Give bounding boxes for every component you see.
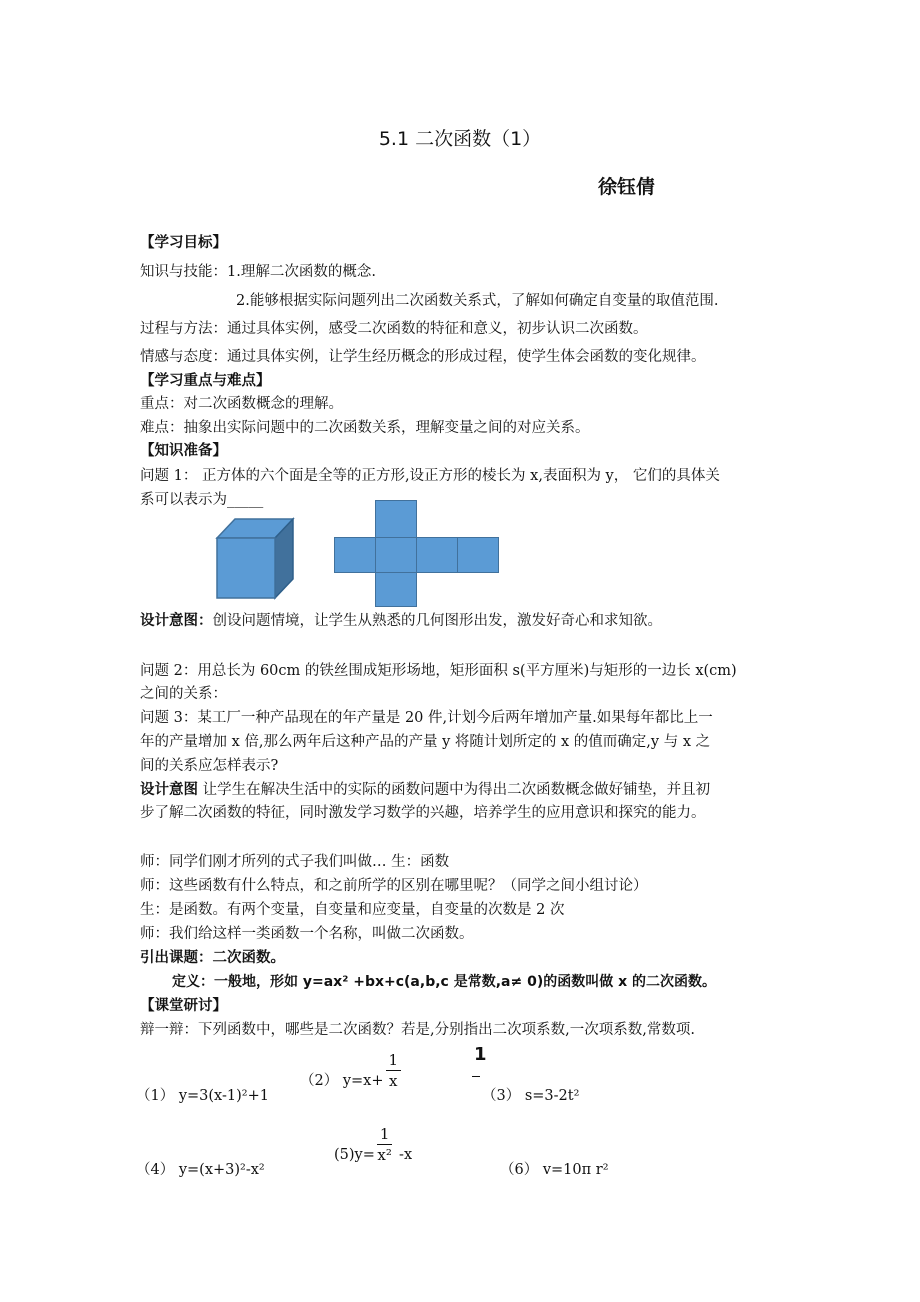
- stray-numerator: 1: [474, 1044, 487, 1065]
- fraction-numerator: 1: [386, 1050, 402, 1071]
- formula-5-row: [334, 1124, 412, 1165]
- question-3: 问题 3：某工厂一种产品现在的年产量是 20 件,计划今后两年增加产量.如果每年都比上一: [140, 710, 713, 726]
- question-1: 问题 1： 正方体的六个面是全等的正方形,设正方形的棱长为 x,表面积为 y， 它们的具体关: [140, 468, 720, 484]
- discussion-prompt: 辩一辩：下列函数中，哪些是二次函数？若是,分别指出二次项系数,一次项系数,常数项.: [140, 1022, 695, 1038]
- focus-difficulty: 难点：抽象出实际问题中的二次函数关系，理解变量之间的对应关系。: [140, 420, 590, 436]
- text: 让学生在解决生活中的实际的函数问题中为得出二次函数概念做好铺垫，并且初: [198, 782, 711, 798]
- section-heading-class: 【课堂研讨】: [140, 998, 227, 1014]
- goal-k1: 1.理解二次函数的概念.: [227, 264, 376, 280]
- question-1-cont: 系可以表示为_____: [140, 492, 264, 508]
- design-intent-2-cont: 步了解二次函数的特征，同时激发学习数学的兴趣，培养学生的应用意识和探究的能力。: [140, 805, 706, 821]
- section-heading-focus: 【学习重点与难点】: [140, 373, 271, 389]
- dialog-line: 师：我们给这样一类函数一个名称，叫做二次函数。: [140, 926, 474, 942]
- fraction-denominator: x: [389, 1072, 398, 1090]
- stray-fraction-bar: [472, 1076, 480, 1077]
- net-square: [457, 537, 499, 573]
- question-2: 问题 2：用总长为 60cm 的铁丝围成矩形场地，矩形面积 s(平方厘米)与矩形的一边长 x(cm): [140, 663, 737, 679]
- label: 知识与技能：: [140, 264, 227, 280]
- goal-k2: 2.能够根据实际问题列出二次函数关系式，了解如何确定自变量的取值范围.: [236, 293, 719, 309]
- goal-emotion: 情感与态度：通过具体实例，让学生经历概念的形成过程，使学生体会函数的变化规律。: [140, 349, 706, 365]
- design-intent-1: [140, 611, 662, 631]
- dialog-line: 师：这些函数有什么特点，和之前所学的区别在哪里呢？（同学之间小组讨论）: [140, 878, 648, 894]
- label: 设计意图：: [140, 613, 213, 629]
- net-square: [416, 537, 458, 573]
- section-heading-prep: 【知识准备】: [140, 443, 227, 459]
- formula-4: （4） y=(x+3)²-x²: [136, 1162, 265, 1178]
- fraction-1-over-x: [386, 1050, 402, 1091]
- doc-title: 5.1 二次函数（1）: [378, 128, 542, 150]
- formula-5-rest: -x: [394, 1147, 413, 1163]
- cube-icon: [214, 516, 298, 600]
- net-square: [334, 537, 376, 573]
- formula-2: （2） y=x+: [300, 1073, 384, 1089]
- text: 创设问题情境，让学生从熟悉的几何图形出发，激发好奇心和求知欲。: [212, 613, 662, 629]
- formula-6: （6） v=10π r²: [500, 1162, 609, 1178]
- definition: 定义：一般地，形如 y=ax² +bx+c(a,b,c 是常数,a≠ 0)的函数叫做 x 的二次函数。: [172, 974, 716, 990]
- formula-1: （1） y=3(x-1)²+1: [136, 1088, 269, 1104]
- net-square: [375, 572, 417, 607]
- net-square: [375, 537, 417, 573]
- formula-2-row: [300, 1050, 403, 1091]
- focus-key: 重点：对二次函数概念的理解。: [140, 396, 343, 412]
- goal-knowledge: [140, 262, 376, 282]
- net-square: [375, 500, 417, 538]
- author: 徐钰倩: [598, 176, 656, 198]
- goal-process: 过程与方法：通过具体实例，感受二次函数的特征和意义，初步认识二次函数。: [140, 321, 648, 337]
- fraction-denominator: x²: [377, 1146, 392, 1164]
- section-heading-goals: 【学习目标】: [140, 235, 227, 251]
- question-2-cont: 之间的关系：: [140, 686, 227, 702]
- question-3-cont2: 间的关系应怎样表示?: [140, 758, 279, 774]
- fraction-1-over-x-squared: [377, 1124, 393, 1165]
- formula-5: (5)y=: [334, 1147, 375, 1163]
- dialog-line: 生：是函数。有两个变量，自变量和应变量，自变量的次数是 2 次: [140, 902, 565, 918]
- topic-line: 引出课题：二次函数。: [140, 950, 285, 966]
- design-intent-2: [140, 780, 710, 800]
- label: 设计意图: [140, 782, 198, 798]
- fraction-numerator: 1: [377, 1124, 393, 1145]
- formula-3: （3） s=3-2t²: [482, 1088, 580, 1104]
- dialog-line: 师：同学们刚才所列的式子我们叫做… 生：函数: [140, 854, 450, 870]
- question-3-cont: 年的产量增加 x 倍,那么两年后这种产品的产量 y 将随计划所定的 x 的值而确定,y 与 x 之: [140, 734, 711, 750]
